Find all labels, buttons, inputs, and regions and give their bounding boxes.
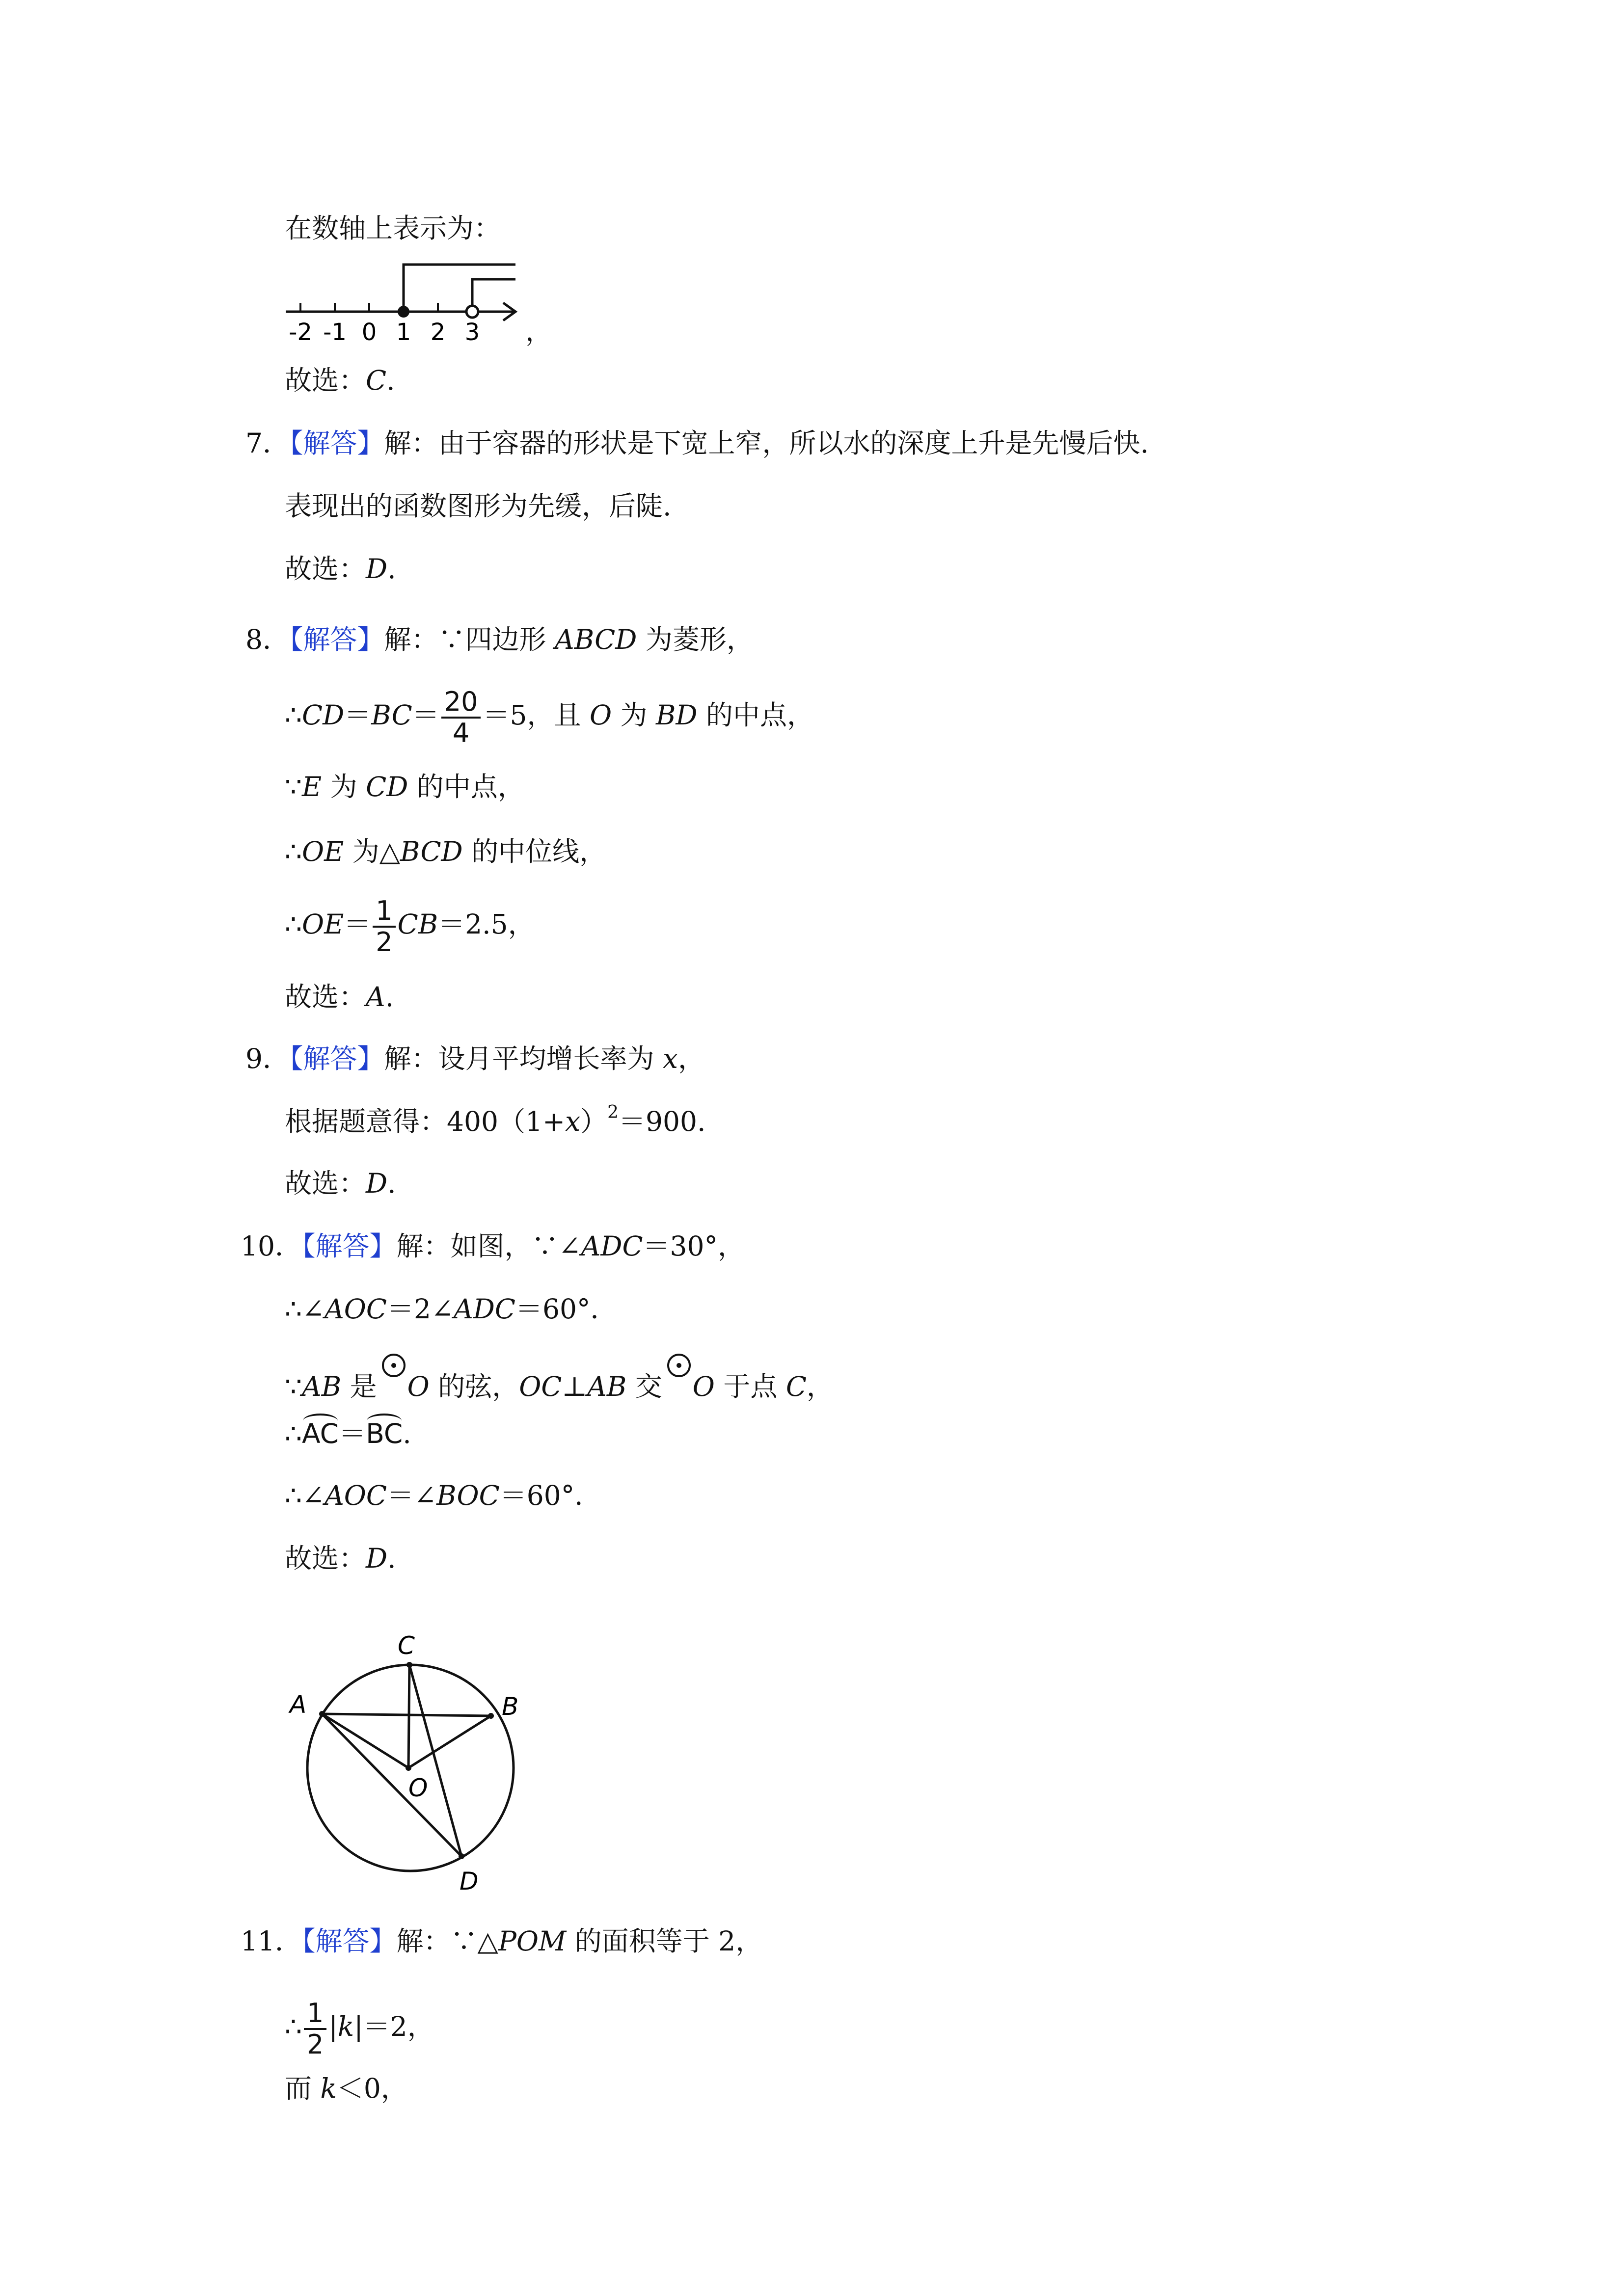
point-label-d: D: [460, 1867, 479, 1896]
answer-line: 故选：C.: [285, 365, 395, 396]
circle-geometry-figure: [275, 1629, 550, 1904]
numberline-intro: 在数轴上表示为：: [285, 213, 501, 244]
segment-ob: [408, 1716, 491, 1768]
tick-label: -1: [323, 319, 347, 346]
solution-8-line: ∴OE 为△BCD 的中位线，: [285, 836, 607, 867]
solution-10-line: ∴∠AOC＝2∠ADC＝60°．: [285, 1293, 618, 1325]
point-label-o: O: [408, 1774, 428, 1802]
solid-point-1: [398, 306, 409, 318]
tick-label: 2: [430, 319, 446, 346]
solution-tag: 【解答】: [290, 624, 384, 655]
solution-8-line: ∴OE＝ $\frac{1}{2}$ CB＝2.5，: [285, 895, 535, 958]
solution-8-line: ∴CD＝BC＝ $\frac{20}{4}$ ＝5，且 O 为 BD 的中点，: [285, 686, 814, 748]
chord-ab: [322, 1714, 491, 1716]
tick-label: 1: [396, 319, 411, 346]
answer-line: 故选：D.: [285, 1543, 396, 1574]
circle-dot-icon: [667, 1354, 691, 1377]
answer-line: 故选：D.: [285, 553, 396, 585]
solution-11-line: ∴ $\frac{1}{2}$ |k|＝2，: [285, 1998, 434, 2060]
point-label-b: B: [502, 1692, 519, 1721]
segment-cd: [409, 1665, 461, 1856]
solution-9-header: 9．【解答】解：设月平均增长率为 x，: [245, 1043, 705, 1074]
fraction-half: $\frac{1}{2}$: [373, 896, 395, 957]
answer-line: 故选：D.: [285, 1168, 396, 1199]
tick-label: 0: [361, 319, 377, 346]
hollow-point-3: [466, 306, 478, 318]
solution-7-header: 7．【解答】解：由于容器的形状是下宽上窄，所以水的深度上升是先慢后快.: [245, 427, 1149, 459]
segment-oc: [408, 1665, 409, 1768]
solution-10-line: ∵AB 是 O 的弦，OC⊥AB 交 O 于点 C，: [285, 1354, 834, 1404]
tick-label: -2: [289, 319, 312, 346]
segment-ao: [322, 1714, 408, 1768]
solution-10-line: ∴AC＝BC.: [285, 1416, 411, 1451]
solution-9-line: 根据题意得：$400(1+x)^2=900$.: [285, 1102, 706, 1137]
solution-tag: 【解答】: [302, 1230, 397, 1262]
fraction: $\frac{20}{4}$: [441, 687, 481, 748]
point-label-c: C: [398, 1631, 415, 1660]
number-line-figure: [280, 258, 535, 346]
solution-8-header: 8．【解答】解：∵四边形 ABCD 为菱形，: [245, 624, 754, 655]
answer-line: 故选：A.: [285, 981, 394, 1013]
segment-ad: [322, 1714, 461, 1856]
arc-ac: AC: [302, 1416, 339, 1451]
point-label-a: A: [290, 1690, 307, 1719]
solution-10-header: 10．【解答】解：如图，∵∠ADC＝30°，: [241, 1230, 745, 1262]
circle-dot-icon: [382, 1354, 406, 1377]
figure-trailing-comma: ，: [525, 316, 553, 347]
solution-11-header: 11．【解答】解：∵△POM 的面积等于 2，: [241, 1925, 763, 1957]
solution-11-line: 而 k＜0，: [285, 2073, 408, 2104]
solution-10-line: ∴∠AOC＝∠BOC＝60°．: [285, 1480, 602, 1511]
solution-8-line: ∵E 为 CD 的中点，: [285, 771, 525, 802]
solution-tag: 【解答】: [290, 427, 384, 459]
tick-label: 3: [464, 319, 480, 346]
fraction-half: $\frac{1}{2}$: [304, 1999, 326, 2059]
solution-tag: 【解答】: [290, 1043, 384, 1074]
solution-7-line: 表现出的函数图形为先缓，后陡.: [285, 490, 672, 522]
arc-bc: BC: [366, 1416, 403, 1451]
solution-tag: 【解答】: [302, 1925, 397, 1957]
